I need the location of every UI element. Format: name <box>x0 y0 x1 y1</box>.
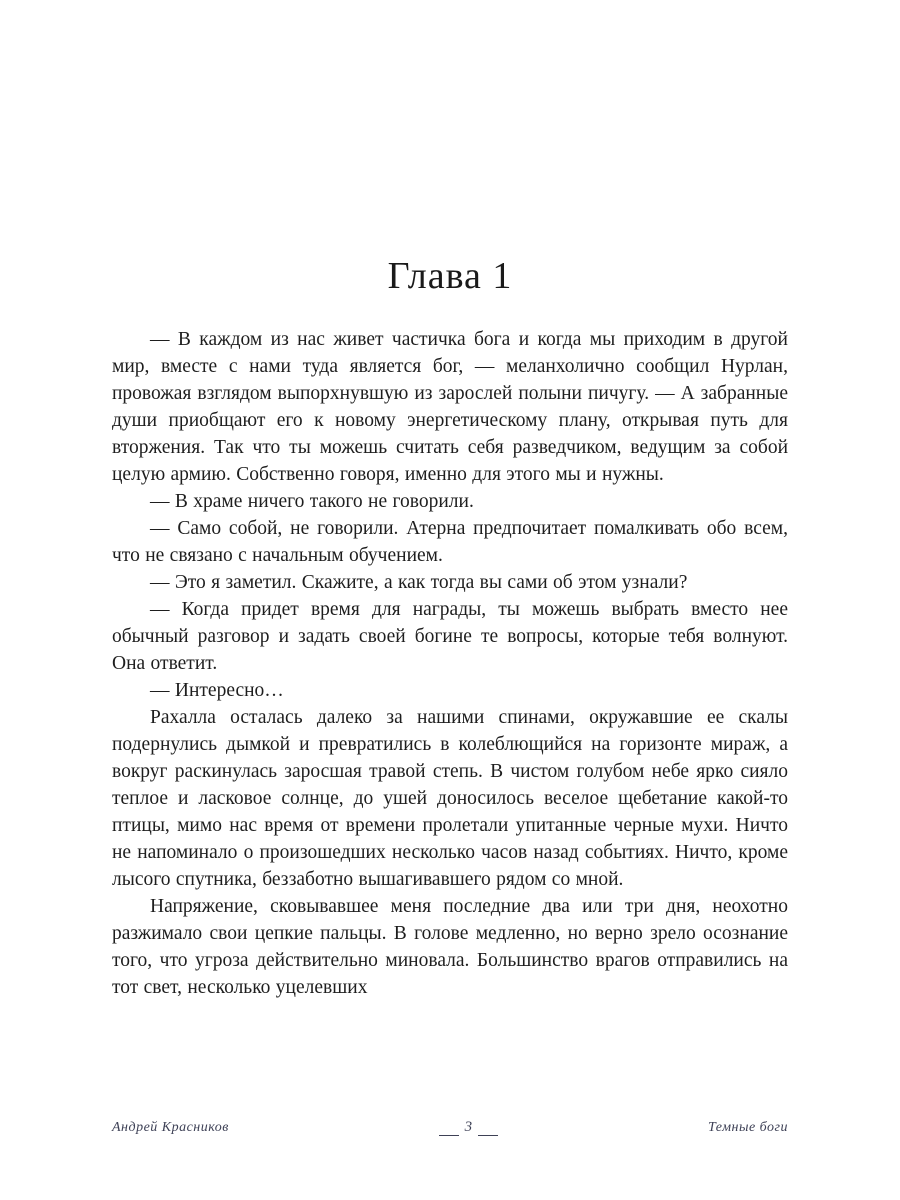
footer-book-title: Темные боги <box>707 1120 788 1135</box>
paragraph: — В каждом из нас живет частичка бога и когда мы приходим в другой мир, вместе с нами туда является бог, — меланхолично сообщил Нурлан, провожая взглядом выпорхнувшую из зарослей полыни пичугу. — А забранные души приобщают его к новому энергетическому плану, открывая путь для вторжения. Так что ты можешь считать себя разведчиком, ведущим за собой целую армию. Собственно говоря, именно для этого мы и нужны. <box>112 329 788 485</box>
paragraph: Рахалла осталась далеко за нашими спинами, окружавшие ее скалы подернулись дымкой и превратились в колеблющийся на горизонте мираж, а вокруг раскинулась заросшая травой степь. В чистом голубом небе ярко сияло теплое и ласковое солнце, до ушей доносилось веселое щебетание какой-то птицы, мимо нас время от времени пролетали упитанные черные мухи. Ничто не напоминало о произошедших несколько часов назад событиях. Ничто, кроме лысого спутника, беззаботно вышагивавшего рядом со мной. <box>112 707 788 890</box>
page-number-rule-right <box>478 1131 498 1136</box>
paragraph: — Само собой, не говорили. Атерна предпочитает помалкивать обо всем, что не связано с начальным обучением. <box>112 518 788 566</box>
paragraph: Напряжение, сковывавшее меня последние два или три дня, неохотно разжимало свои цепкие пальцы. В голове медленно, но верно зрело осознание того, что угроза действительно миновала. Большинство врагов отправились на тот свет, несколько уцелевших <box>112 896 788 998</box>
text-block <box>112 326 788 1001</box>
paragraph: — Это я заметил. Скажите, а как тогда вы сами об этом узнали? <box>150 572 688 593</box>
footer-author: Андрей Красников <box>112 1120 229 1135</box>
page-footer <box>112 1120 788 1136</box>
page-number-rule-left <box>439 1131 459 1136</box>
page-number: 3 <box>464 1119 473 1135</box>
paragraph: — Интересно… <box>150 680 284 701</box>
paragraph: — Когда придет время для награды, ты можешь выбрать вместо нее обычный разговор и задать своей богине те вопросы, которые тебя волнуют. Она ответит. <box>112 599 788 674</box>
chapter-title: Глава 1 <box>387 255 513 297</box>
footer-page-number-group <box>439 1120 499 1136</box>
paragraph: — В храме ничего такого не говорили. <box>150 491 474 512</box>
